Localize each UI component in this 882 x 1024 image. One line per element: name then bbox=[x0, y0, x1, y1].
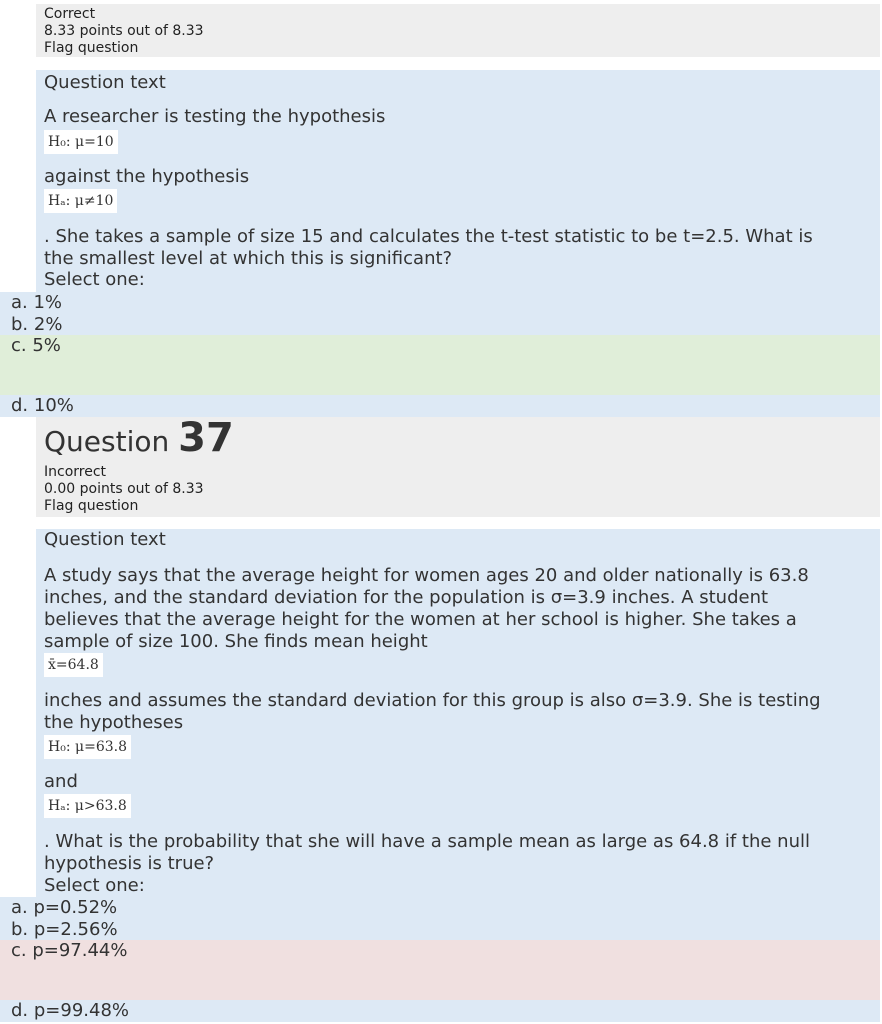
q37-p3-line1: . What is the probability that she will have a sample mean as large as 64.8 if the null bbox=[44, 831, 810, 852]
q37-p1-line3: believes that the average height for the women at her school is higher. She takes a bbox=[44, 609, 797, 630]
q37-flag-question[interactable]: Flag question bbox=[44, 498, 139, 514]
q36-answer-b[interactable]: b. 2% bbox=[0, 314, 880, 336]
q37-and: and bbox=[44, 771, 78, 792]
q37-p3-line2: hypothesis is true? bbox=[44, 853, 215, 874]
q37-p1-line4: sample of size 100. She finds mean height bbox=[44, 631, 428, 652]
q37-answer-c[interactable]: c. p=97.44% bbox=[0, 940, 880, 1000]
q37-p1-line1: A study says that the average height for women ages 20 and older nationally is 63.8 bbox=[44, 565, 809, 586]
q36-info bbox=[36, 4, 880, 57]
q36-mid: against the hypothesis bbox=[44, 166, 250, 187]
q37-question-text-label: Question text bbox=[44, 529, 166, 550]
q37-ha-image: Hₐ: μ>63.8 bbox=[44, 794, 131, 818]
q36-answer-a[interactable]: a. 1% bbox=[0, 292, 880, 314]
q36-answer-d[interactable]: d. 10% bbox=[0, 395, 880, 417]
q37-answer-a[interactable]: a. p=0.52% bbox=[0, 897, 880, 919]
q36-ha-image: Hₐ: μ≠10 bbox=[44, 189, 117, 213]
q37-answer-d[interactable]: d. p=99.48% bbox=[0, 1000, 880, 1022]
q36-select-one: Select one: bbox=[44, 269, 145, 290]
q37-status: Incorrect bbox=[44, 464, 107, 480]
q36-h0-image: H₀: μ=10 bbox=[44, 130, 118, 154]
q36-points: 8.33 points out of 8.33 bbox=[44, 23, 204, 39]
q37-p2-line1: inches and assumes the standard deviation for this group is also σ=3.9. She is testing bbox=[44, 690, 821, 711]
q37-info bbox=[36, 417, 880, 517]
q36-flag-question[interactable]: Flag question bbox=[44, 40, 139, 56]
q37-formulation bbox=[36, 529, 880, 899]
q36-status: Correct bbox=[44, 6, 96, 22]
q37-answer-b[interactable]: b. p=2.56% bbox=[0, 919, 880, 941]
q36-intro: A researcher is testing the hypothesis bbox=[44, 106, 386, 127]
q36-body-line1: . She takes a sample of size 15 and calculates the t-test statistic to be t=2.5. What is bbox=[44, 226, 813, 247]
q36-formulation bbox=[36, 70, 880, 294]
q36-question-text-label: Question text bbox=[44, 72, 166, 93]
q37-heading-label: Question bbox=[44, 425, 170, 458]
q37-points: 0.00 points out of 8.33 bbox=[44, 481, 204, 497]
q37-number: 37 bbox=[178, 415, 234, 461]
q37-select-one: Select one: bbox=[44, 875, 145, 896]
q37-p2-line2: the hypotheses bbox=[44, 712, 184, 733]
q36-body-line2: the smallest level at which this is significant? bbox=[44, 248, 453, 269]
q36-answer-c[interactable]: c. 5% bbox=[0, 335, 880, 395]
q37-h0-image: H₀: μ=63.8 bbox=[44, 735, 131, 759]
q37-xbar-image: x̄=64.8 bbox=[44, 653, 103, 677]
q37-p1-line2: inches, and the standard deviation for the population is σ=3.9 inches. A student bbox=[44, 587, 769, 608]
q37-heading bbox=[44, 417, 880, 463]
